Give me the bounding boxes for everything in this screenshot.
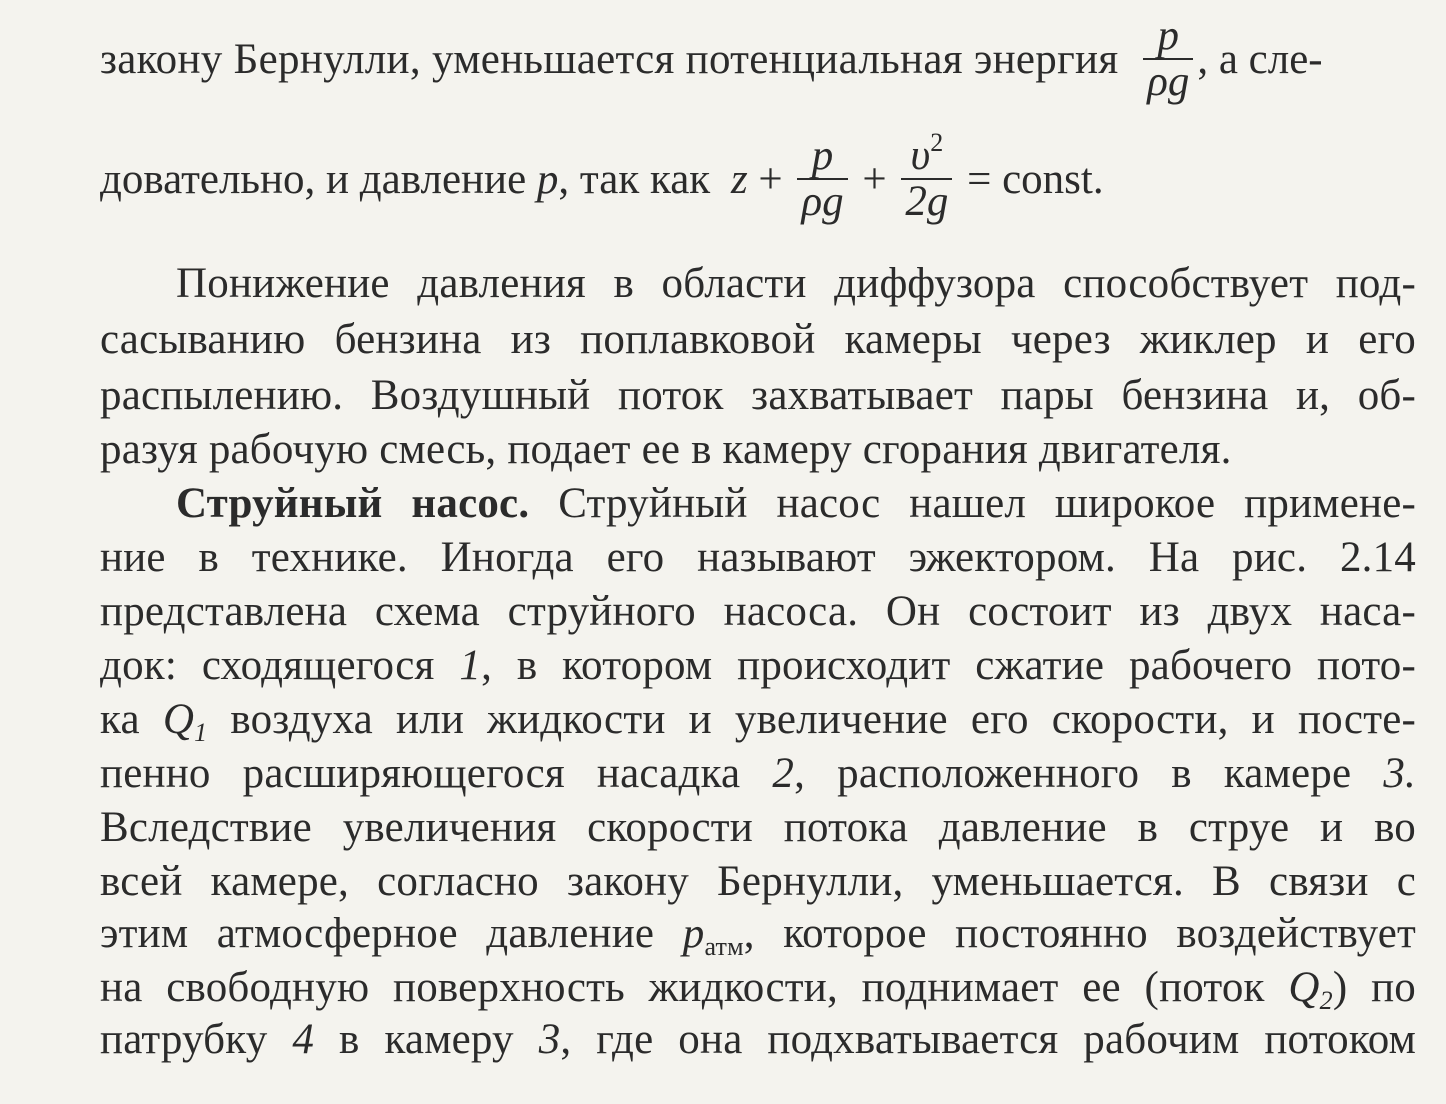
figure-ref-1: 1 [459, 642, 482, 689]
velocity-symbol: υ [910, 132, 931, 179]
paragraph-text: воздуха или жидкости и увеличение его скорости, и посте- [230, 696, 1417, 743]
paragraph-text: Струйный насос нашел широкое примене- [558, 480, 1417, 527]
figure-ref-4: 4 [292, 1016, 315, 1063]
exponent: 2 [930, 128, 944, 157]
paragraph-line [100, 640, 1416, 692]
figure-ref-3: 3 [538, 1016, 561, 1063]
paragraph-line [100, 694, 1416, 746]
pressure-head-fraction [797, 134, 847, 224]
pressure-symbol: p [536, 155, 559, 203]
paragraph-text: этим атмосферное давление [100, 910, 655, 957]
section-heading: Струйный насос. [176, 480, 530, 527]
paragraph-line: Понижение давления в области диффузора способствует под- [176, 260, 1416, 307]
paragraph-line [100, 908, 1416, 960]
fraction-denominator: ρg [801, 178, 844, 225]
plus-sign: + [758, 155, 783, 203]
figure-ref-3: 3. [1383, 750, 1416, 797]
paragraph-line: распылению. Воздушный поток захватывает пары бензина и, об- [100, 372, 1416, 419]
paragraph-line [100, 748, 1416, 800]
paragraph-text: док: сходящегося [100, 642, 435, 689]
paragraph-text: в камеру [339, 1016, 514, 1063]
paragraph-line [100, 478, 1416, 530]
paragraph-line: ние в технике. Иногда его называют эжектором. На рис. 2.14 [100, 534, 1416, 581]
paragraph-text: ка [100, 696, 140, 743]
fraction-denominator: ρg [1147, 58, 1190, 105]
fraction-numerator: p [1143, 14, 1193, 60]
paragraph-line: всей камере, согласно закону Бернулли, уменьшается. В связи с [100, 858, 1416, 905]
height-symbol: z [730, 155, 748, 203]
fraction-numerator: p [797, 134, 847, 180]
text-line-1 [100, 14, 1323, 104]
paragraph-text: на свободную поверхность жидкости, поднимает ее (поток [100, 964, 1265, 1011]
paragraph-line: сасыванию бензина из поплавковой камеры через жиклер и его [100, 316, 1416, 363]
paragraph-text: , в котором происходит сжатие рабочего пото- [481, 642, 1416, 689]
line1-tail: , а сле- [1197, 35, 1323, 83]
equals-const: = const. [967, 155, 1104, 203]
paragraph-line: Вследствие увеличения скорости потока давление в струе и во [100, 804, 1416, 851]
flow-symbol: $Q_2$ [1288, 964, 1333, 1015]
paragraph-line [100, 1014, 1416, 1066]
paragraph-line [100, 962, 1416, 1014]
paragraph-text: , которое постоянно воздействует [743, 910, 1417, 957]
potential-energy-fraction [1143, 14, 1193, 104]
line2-text: довательно, и давление [100, 155, 527, 203]
paragraph-line: представлена схема струйного насоса. Он состоит из двух наса- [100, 588, 1416, 635]
line1-text: закону Бернулли, уменьшается потенциальная энергия [100, 35, 1119, 83]
paragraph-text: ) по [1332, 964, 1417, 1011]
velocity-head-fraction [901, 128, 952, 225]
paragraph-text: , расположенного в камере [794, 750, 1352, 797]
fraction-denominator: 2g [905, 178, 949, 225]
line2-mid: , так как [558, 155, 711, 203]
text-line-2 [100, 128, 1104, 225]
paragraph-line: разуя рабочую смесь, подает ее в камеру сгорания двигателя. [100, 426, 1232, 473]
flow-symbol: $Q_1$ [162, 696, 208, 747]
atmospheric-pressure-symbol: $p_{атм}$ [682, 910, 744, 961]
plus-sign: + [862, 155, 887, 203]
fraction-numerator [901, 128, 952, 180]
figure-ref-2: 2 [772, 750, 795, 797]
paragraph-text: пенно расширяющегося насадка [100, 750, 741, 797]
paragraph-text: , где она подхватывается рабочим потоком [560, 1016, 1417, 1063]
paragraph-text: патрубку [100, 1016, 268, 1063]
